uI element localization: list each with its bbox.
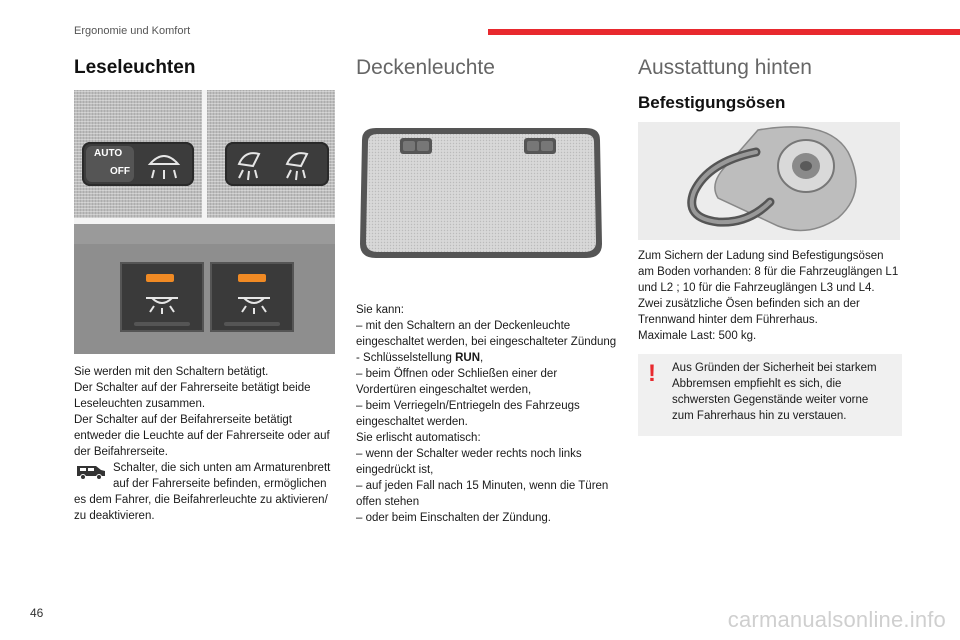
paragraph: Zum Sichern der Ladung sind Befestigungsösen am Boden vorhanden: 8 für die Fahrzeuglängen L1 und L2 ; 10 für die Fahrzeuglängen L3 und L4. xyxy=(638,250,899,294)
list-item: – beim Verriegeln/Entriegeln des Fahrzeugs eingeschaltet werden. xyxy=(356,400,580,428)
cabin-light-icon xyxy=(142,292,182,316)
indicator-led xyxy=(238,274,266,282)
leseleuchten-text xyxy=(74,364,336,524)
running-head: Ergonomie und Komfort xyxy=(74,25,191,37)
subsection-title-befestigungsoesen: Befestigungsösen xyxy=(638,93,786,112)
icon-paragraph-text: Schalter, die sich unten am Armaturenbrett auf der Fahrerseite befinden, ermöglichen es dem Fahrer, die Beifahrerleuchte zu aktivieren/ zu deaktivieren. xyxy=(74,462,331,522)
off-label: OFF xyxy=(110,166,130,177)
list-item xyxy=(356,318,618,366)
paragraph: Zwei zusätzliche Ösen befinden sich an der Trennwand hinter dem Führerhaus. xyxy=(638,298,860,326)
figure-reading-light-switches xyxy=(74,90,335,354)
key-position-run: RUN xyxy=(455,352,480,364)
switch-base xyxy=(224,322,280,326)
list-item: – auf jeden Fall nach 15 Minuten, wenn die Türen offen stehen xyxy=(356,480,609,508)
chapter-accent-bar xyxy=(488,29,960,35)
warning-box xyxy=(638,354,902,436)
paragraph: Der Schalter auf der Beifahrerseite betätigt entweder die Leuchte auf der Fahrerseite oder auf der Beifahrerseite. xyxy=(74,414,330,458)
paragraph: Sie erlischt automatisch: xyxy=(356,432,481,444)
switch-panel-right xyxy=(207,90,335,218)
paragraph: Der Schalter auf der Fahrerseite betätigt beide Leseleuchten zusammen. xyxy=(74,382,311,410)
paragraph: Maximale Last: 500 kg. xyxy=(638,330,757,342)
section-title-deckenleuchte: Deckenleuchte xyxy=(356,56,495,79)
paragraph-with-icon xyxy=(74,460,336,524)
tie-down-ring-illustration xyxy=(638,122,900,240)
watermark: carmanualsonline.info xyxy=(727,607,946,632)
paragraph: Sie werden mit den Schaltern betätigt. xyxy=(74,366,269,378)
warning-icon: ! xyxy=(648,360,656,387)
column-leseleuchten xyxy=(74,56,336,524)
switch-base xyxy=(134,322,190,326)
figure-ceiling-light xyxy=(356,124,606,264)
dome-light-icon xyxy=(144,146,184,182)
list-item: – beim Öffnen oder Schließen einer der Vordertüren eingeschaltet werden, xyxy=(356,368,558,396)
befestigungsoesen-text xyxy=(638,248,902,344)
reading-light-icon xyxy=(231,144,271,182)
list-item: – oder beim Einschalten der Zündung. xyxy=(356,512,551,524)
switch-panel-left xyxy=(74,90,202,218)
auto-label: AUTO xyxy=(94,148,123,159)
list-item: – wenn der Schalter weder rechts noch links eingedrückt ist, xyxy=(356,448,582,476)
ceiling-light-illustration xyxy=(356,124,606,264)
dashboard-switch-panel xyxy=(74,224,335,354)
dashboard-band xyxy=(74,224,335,244)
reading-light-icon xyxy=(279,144,319,182)
warning-text: Aus Gründen der Sicherheit bei starkem Abbremsen empfiehlt es sich, die schwersten Gegenstände weiter vorne zum Fahrerhaus hin zu verstauen. xyxy=(672,362,877,422)
figure-tie-down-ring xyxy=(638,122,900,240)
indicator-led xyxy=(146,274,174,282)
list-item-text: – mit den Schaltern an der Deckenleuchte eingeschaltet werden, bei eingeschalteter Zündung - Schlüsselstellung xyxy=(356,320,617,364)
van-icon xyxy=(74,461,108,481)
column-ausstattung-hinten xyxy=(638,56,902,436)
section-title-ausstattung-hinten: Ausstattung hinten xyxy=(638,56,812,79)
column-deckenleuchte xyxy=(356,56,618,526)
list-item-text: , xyxy=(480,352,484,364)
cabin-light-icon xyxy=(234,292,274,316)
paragraph: Sie kann: xyxy=(356,304,404,316)
page-number: 46 xyxy=(30,606,44,620)
section-title-leseleuchten: Leseleuchten xyxy=(74,57,196,78)
deckenleuchte-text xyxy=(356,302,618,526)
